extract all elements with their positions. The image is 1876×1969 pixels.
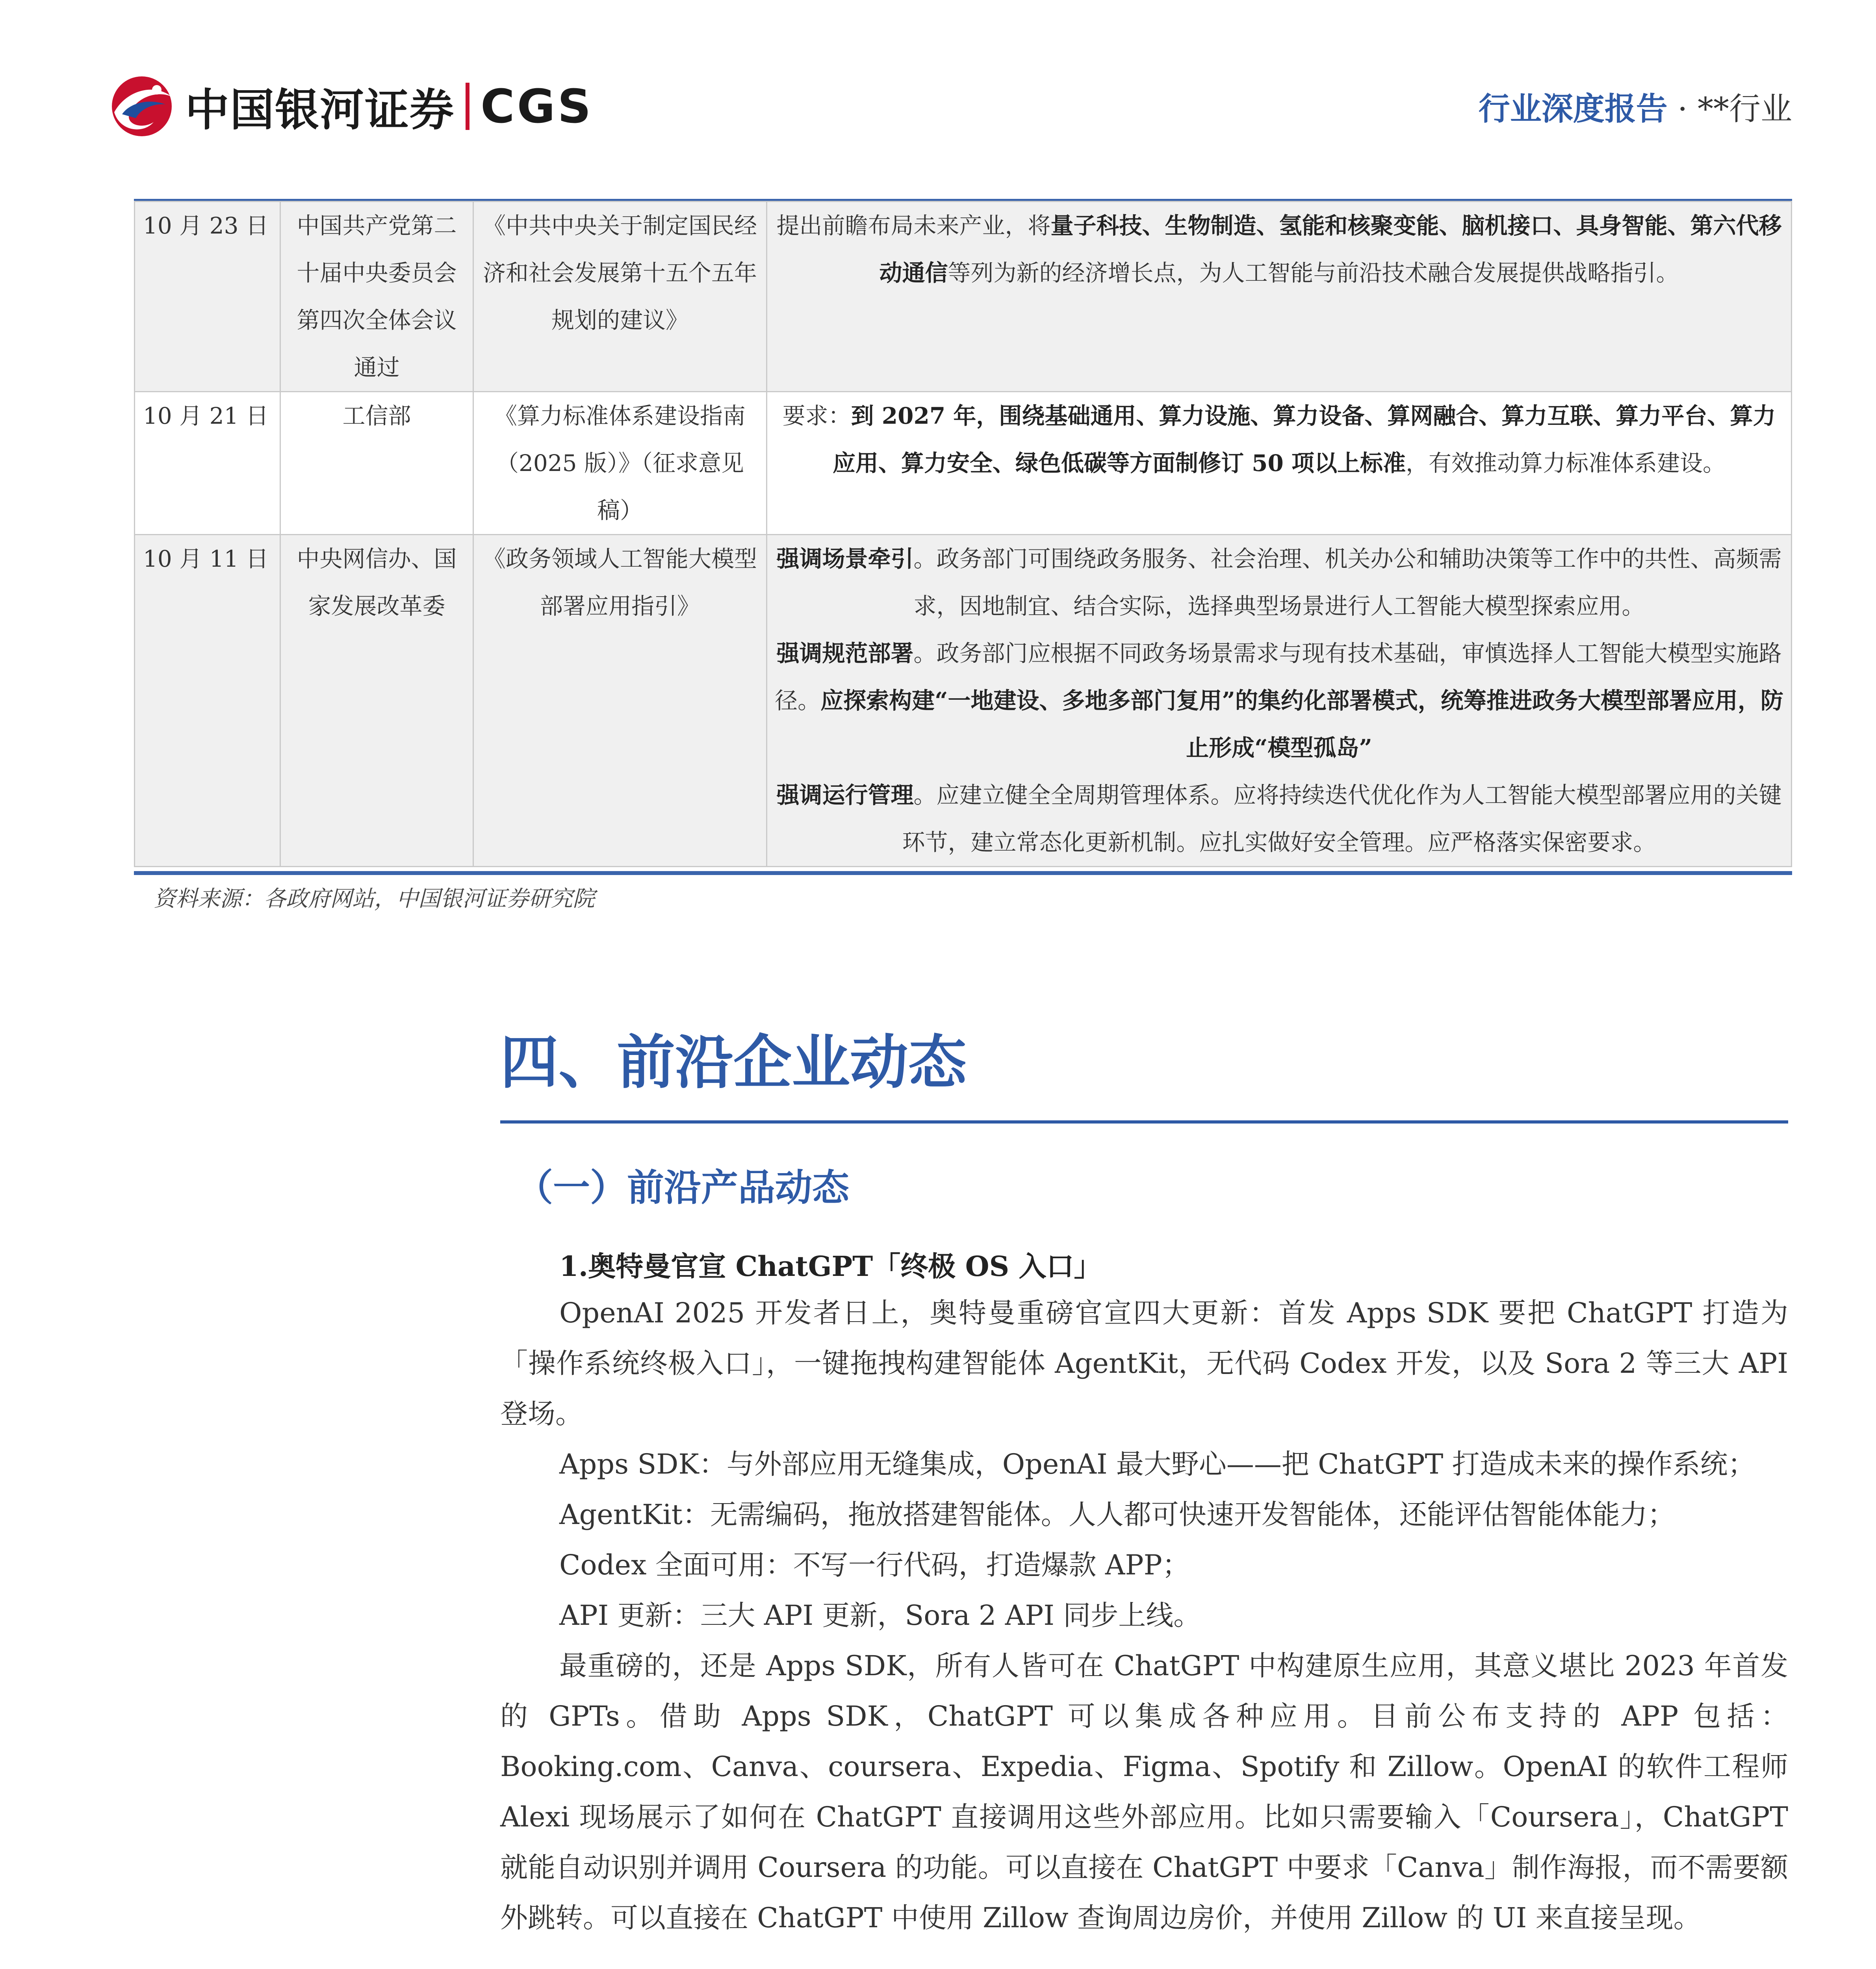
cell-date: 10 月 21 日 <box>135 392 280 535</box>
content-text: 。政务部门可围绕政务服务、社会治理、机关办公和辅助决策等工作中的共性、高频需求，因地制宜、结合实际，选择典型场景进行人工智能大模型探索应用。 <box>913 545 1782 619</box>
subsection-title: （一）前沿产品动态 <box>516 1166 850 1209</box>
report-type-label: 行业深度报告 <box>1478 90 1668 127</box>
page-header <box>106 67 1792 142</box>
paragraph: OpenAI 2025 开发者日上，奥特曼重磅官宣四大更新：首发 Apps SDK 要把 ChatGPT 打造为「操作系统终极入口」，一键拖拽构建智能体 AgentKit，无代码 Codex 开发，以及 Sora 2 等三大 API 登场。 <box>500 1297 1788 1430</box>
cgs-logo-icon <box>106 75 177 138</box>
content-bold: 量子科技、生物制造、氢能和核聚变能、脑机接口、具身智能、第六代移动通信 <box>879 212 1782 286</box>
body-text <box>500 1288 1788 1943</box>
paragraph: Apps SDK：与外部应用无缝集成，OpenAI 最大野心——把 ChatGPT 打造成未来的操作系统； <box>559 1448 1755 1480</box>
content-text: 等列为新的经济增长点，为人工智能与前沿技术融合发展提供战略指引。 <box>948 260 1679 286</box>
logo-divider <box>466 83 469 130</box>
cell-content <box>767 202 1792 392</box>
item-title: 1.奥特曼官宣 ChatGPT「终极 OS 入口」 <box>559 1250 1102 1283</box>
content-text: 。应建立健全全周期管理体系。应将持续迭代优化作为人工智能大模型部署应用的关键环节，建立常态化更新机制。应扎实做好安全管理。应严格落实保密要求。 <box>902 782 1782 856</box>
cell-doc: 《算力标准体系建设指南（2025 版）》（征求意见稿） <box>473 392 767 535</box>
content-text: 。政务部门应根据不同政务场景需求与现有技术基础，审慎选择人工智能大模型实施路径。 <box>775 640 1782 714</box>
logo-en-text: CGS <box>481 79 594 133</box>
cell-content <box>767 535 1792 867</box>
content-bold: 强调场景牵引 <box>776 545 914 572</box>
content-paragraph <box>774 771 1784 866</box>
cell-dept: 工信部 <box>280 392 473 535</box>
section-title: 四、前沿企业动态 <box>500 1028 967 1096</box>
content-bold: 强调规范部署 <box>776 640 914 667</box>
cell-content <box>767 392 1792 535</box>
cell-date: 10 月 11 日 <box>135 535 280 867</box>
cell-date: 10 月 23 日 <box>135 202 280 392</box>
content-text: ，有效推动算力标准体系建设。 <box>1406 450 1726 476</box>
content-text: 要求： <box>782 402 851 429</box>
section-rule <box>500 1120 1788 1124</box>
report-type-sep: · <box>1667 91 1698 127</box>
report-type <box>1479 83 1792 129</box>
table-row <box>135 535 1792 867</box>
table-row <box>135 392 1792 535</box>
content-paragraph <box>774 630 1784 771</box>
content-bold: 强调运行管理 <box>776 782 914 808</box>
content-bold: 到 2027 年，围绕基础通用、算力设施、算力设备、算网融合、算力互联、算力平台、算力应用、算力安全、绿色低碳等方面制修订 50 项以上标准 <box>832 402 1776 476</box>
table-row <box>135 202 1792 392</box>
company-logo <box>106 75 593 138</box>
content-text: 提出前瞻布局未来产业，将 <box>776 212 1051 239</box>
paragraph: 最重磅的，还是 Apps SDK，所有人皆可在 ChatGPT 中构建原生应用，其意义堪比 2023 年首发的 GPTs。借助 Apps SDK，ChatGPT 可以集成各种应用。目前公布支持的 APP 包括：Booking.com、Canva、coursera、Expedia、Figma、Spotify 和 Zillow。OpenAI 的软件工程师 Alexi 现场展示了如何在 ChatGPT 直接调用这些外部应用。比如只需要输入「Coursera」，ChatGPT 就能自动识别并调用 Coursera 的功能。可以直接在 ChatGPT 中要求「Canva」制作海报，而不需要额外跳转。可以直接在 ChatGPT 中使用 Zillow 查询周边房价，并使用 Zillow 的 UI 来直接呈现。 <box>500 1650 1788 1934</box>
paragraph: Codex 全面可用：不写一行代码，打造爆款 APP； <box>559 1549 1190 1581</box>
logo-cn-text: 中国银河证券 <box>185 84 455 136</box>
cell-doc: 《政务领域人工智能大模型部署应用指引》 <box>473 535 767 867</box>
content-paragraph <box>774 535 1784 630</box>
content-bold: 应探索构建“一地建设、多地多部门复用”的集约化部署模式，统筹推进政务大模型部署应用，防止形成“模型孤岛” <box>820 687 1783 761</box>
table-bottom-rule <box>134 871 1792 875</box>
industry-label: **行业 <box>1698 91 1792 127</box>
policy-table <box>134 201 1792 867</box>
cell-dept: 中国共产党第二十届中央委员会第四次全体会议通过 <box>280 202 473 392</box>
paragraph: API 更新：三大 API 更新，Sora 2 API 同步上线。 <box>559 1599 1201 1632</box>
table-source: 资料来源：各政府网站，中国银河证券研究院 <box>154 886 595 912</box>
cell-dept: 中央网信办、国家发展改革委 <box>280 535 473 867</box>
paragraph: AgentKit：无需编码，拖放搭建智能体。人人都可快速开发智能体，还能评估智能体能力； <box>559 1498 1675 1531</box>
cell-doc: 《中共中央关于制定国民经济和社会发展第十五个五年规划的建议》 <box>473 202 767 392</box>
